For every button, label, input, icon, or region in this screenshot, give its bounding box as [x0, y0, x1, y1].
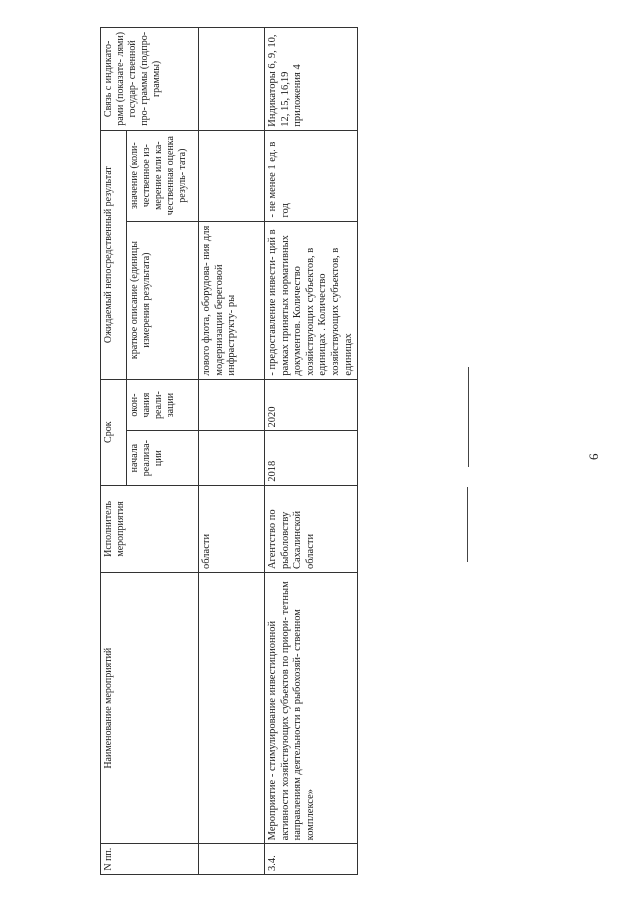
- header-term-start: начала реализа- ции: [127, 431, 199, 485]
- cell-empty: [199, 28, 265, 131]
- header-row-top: [101, 28, 127, 875]
- row-name: Мероприятие - стимулирование инвестиционной активности хозяйствующих субъектов по приори- тетным направлениям деятельности в рыбохозяй- ственном комплексе»: [265, 573, 358, 844]
- cell-empty: [199, 379, 265, 431]
- header-expected: Ожидаемый непосредственный результат: [101, 130, 127, 379]
- header-name: Наименование мероприятий: [101, 573, 199, 844]
- cell-empty: [199, 844, 265, 875]
- row-executor: Агентство по рыболовству Сахалинской области: [265, 485, 358, 572]
- separator-line: [468, 367, 469, 467]
- cell-empty: [199, 573, 265, 844]
- row-num: 3.4.: [265, 844, 358, 875]
- row-value: - не менее 1 ед. в год: [265, 130, 358, 221]
- header-term-end: окон- чания реали- зации: [127, 379, 199, 431]
- header-executor: Исполнитель мероприятия: [101, 485, 199, 572]
- cell-empty: [199, 130, 265, 221]
- row-start: 2018: [265, 431, 358, 485]
- header-num: N пп.: [101, 844, 199, 875]
- cell-empty: [199, 431, 265, 485]
- header-link: Связь с индикато- рами (показате- лями) государ- ственной про- граммы (подпро- граммы): [101, 28, 199, 131]
- continuation-row: [199, 28, 265, 875]
- row-description: - предоставление инвести- ций в рамках принятых нормативных документов. Количество хозяйствующих субъектов, в единицах . Количество хозяйствующих субъектов, в единицах: [265, 221, 358, 379]
- measures-table: [100, 27, 358, 875]
- header-term: Срок: [101, 379, 127, 485]
- cont-executor: области: [199, 485, 265, 572]
- page-number: 6: [586, 453, 601, 460]
- header-expected-value: значение (коли- чественное из- мерение или ка- чественная оценка резуль- тата): [127, 130, 199, 221]
- header-expected-desc: краткое описание (единицы измерения результата): [127, 221, 199, 379]
- table-row: [265, 28, 358, 875]
- cont-description: лового флота, оборудова- ния для модернизации береговой инфраструкту- ры: [199, 221, 265, 379]
- row-link: Индикаторы 6, 9, 10, 12, 15, 16,19 приложения 4: [265, 28, 358, 131]
- row-end: 2020: [265, 379, 358, 431]
- separator-line: [467, 487, 468, 562]
